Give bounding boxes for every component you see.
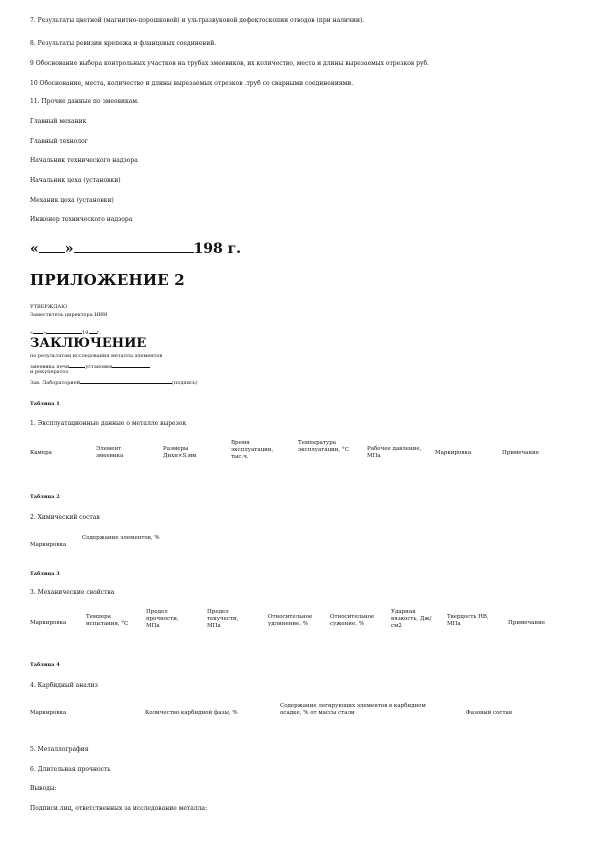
signatory-chief-technologist: Главный технолог (30, 138, 88, 145)
date-month-blank (74, 238, 194, 253)
signatory-chief-mechanic: Главный механик (30, 118, 87, 125)
signature-caption: (подпись) (172, 380, 198, 386)
table4-col-alloying: Содержание легирующих элементов в карбидном осадке, % от массы стали (280, 703, 426, 716)
approve-date-close: » (43, 330, 47, 336)
date-year: 198 г. (193, 241, 242, 257)
approve-date-open: « (30, 330, 34, 336)
table1-col-chamber: Камера (30, 450, 52, 456)
date-day-blank (39, 238, 65, 253)
table3-col-test-temp: Темпера испытания, °С (86, 614, 129, 627)
date-open-quote: « (30, 241, 39, 257)
conclusion-furnace-blank (69, 361, 85, 368)
approve-position: Заместитель директора НИИ (30, 312, 108, 318)
appendix-title: ПРИЛОЖЕНИЕ 2 (30, 271, 185, 289)
table1-col-pressure: Рабочее давление, МПа (367, 446, 422, 459)
item-11-text: 11. Прочие данные по змеевикам. (30, 98, 139, 105)
table3-heading: 3. Механические свойства (30, 589, 115, 596)
table1-col-marking: Маркировка (435, 450, 472, 456)
approve-year: 19 (82, 330, 89, 336)
approve-year-blank (89, 327, 97, 334)
conclusion-line3: и рекуператоз (30, 369, 69, 375)
conclusion-line1: по результатам исследования металла элементов (30, 353, 163, 359)
conclusion-furnace-label: змеевика печи (30, 364, 70, 370)
responsible-signatures-label: Подписи лиц, ответственных за исследование металла: (30, 805, 208, 812)
long-strength-heading: 6. Длительная прочность (30, 766, 111, 773)
table3-col-reduction: Относительное сужение, % (330, 614, 375, 627)
table4-label: Таблица 4 (30, 662, 60, 668)
approve-date-end: г. (96, 330, 101, 336)
table1-col-note: Примечание (502, 450, 540, 456)
signatory-shop-mechanic: Механик цеха (установки) (30, 197, 114, 204)
table3-label: Таблица 3 (30, 571, 60, 577)
lab-head-label: Зав. Лабораторией (30, 380, 81, 386)
table2-heading: 2. Химический состав (30, 514, 100, 521)
lab-head-signature-blank (80, 377, 172, 384)
table1-label: Таблица 1 (30, 401, 60, 407)
table3-col-yield: Предел текучести, МПа (207, 609, 239, 629)
approve-label: УТВЕРЖДАЮ (30, 304, 68, 310)
metallography-heading: 5. Металлография (30, 746, 89, 753)
table1-col-dimensions: Размеры Днхн×S,мм (163, 446, 197, 459)
table3-col-note: Примечание (508, 620, 546, 626)
approve-month-blank (46, 327, 82, 334)
signatory-head-shop: Начальник цеха (установки) (30, 177, 121, 184)
table2-col-elements: Содержание элементов, % (82, 535, 160, 541)
item-10-text: 10 Обоснование, места, количество и длины вырезаемых отрезков .труб со сварными соединениями. (30, 80, 354, 87)
signatory-head-tech-supervision: Начальник технического надзора (30, 157, 138, 164)
table3-col-hardness: Твердость НВ, МПа (447, 614, 489, 627)
conclusion-title: ЗАКЛЮЧЕНИЕ (30, 336, 147, 351)
table4-col-marking: Маркировка (30, 710, 67, 716)
table4-col-phase: Фазовый состав (466, 710, 512, 716)
date-close-quote: » (64, 241, 74, 257)
table1-col-service-time: Время эксплуатации, тыс.ч. (231, 440, 274, 460)
table3-col-tensile: Предел прочности, МПа (146, 609, 179, 629)
item-8-text: 8. Результаты ревизии крепежа и фланцевых соединений. (30, 40, 217, 47)
signatory-tech-supervision-engineer: Инженер технического надзора (30, 216, 133, 223)
table1-heading: 1. Эксплуатационные данные о металле вырезок (30, 420, 187, 427)
approve-date (30, 327, 101, 336)
table4-col-carbide-amount: Количество карбидной фазы, % (145, 710, 238, 716)
table3-col-impact: Ударная вязкость, Дж/см2 (391, 609, 432, 629)
item-9-text: 9 Обоснование выбора контрольных участков на трубах змеевиков, их количество, места и длины вырезаемых отрезков руб. (30, 60, 430, 67)
approve-day-blank (33, 327, 43, 334)
item-7-text: 7. Результаты цветной (магнитно-порошковой) и ультразвуковой дефектоскопии отводов (при наличии). (30, 17, 365, 24)
table2-col-marking: Маркировка (30, 542, 67, 548)
table2-label: Таблица 2 (30, 494, 60, 500)
conclusion-unit-blank (112, 361, 150, 368)
table3-col-elongation: Относительное удлинение, % (268, 614, 313, 627)
table1-col-service-temp: Температура эксплуатации, °С (298, 440, 349, 453)
conclusion-line4 (30, 377, 198, 386)
table1-col-element: Элемент змеевика (96, 446, 124, 459)
conclusion-unit-label: установки (85, 364, 113, 370)
table3-col-marking: Маркировка (30, 620, 67, 626)
date-line (30, 238, 241, 257)
conclusions-label: Выводы: (30, 785, 57, 792)
table4-heading: 4. Карбидный анализ (30, 682, 98, 689)
